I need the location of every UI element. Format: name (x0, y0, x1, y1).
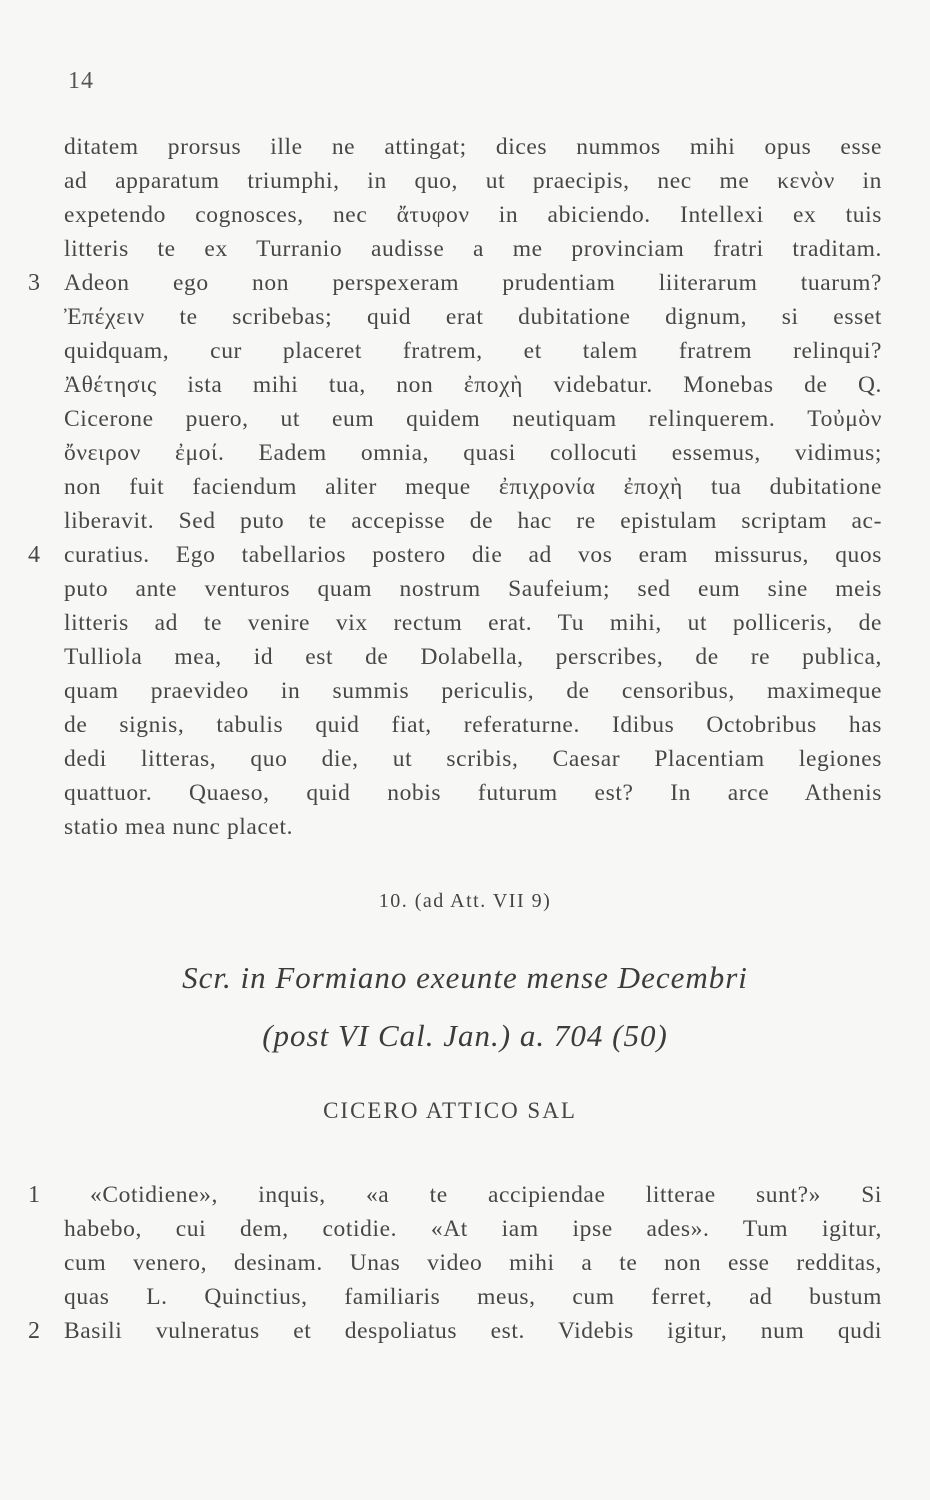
text-line: quam praevideo in summis periculis, de censoribus, maximeque (64, 678, 882, 704)
text-line: «Cotidiene», inquis, «a te accipiendae litterae sunt?» Si (90, 1182, 882, 1208)
text-line: habebo, cui dem, cotidie. «At iam ipse ades». Tum igitur, (64, 1216, 882, 1242)
text-line: Ἐπέχειν te scribebas; quid erat dubitatione dignum, si esset (64, 304, 882, 330)
text-line: puto ante venturos quam nostrum Saufeium; sed eum sine meis (64, 576, 882, 602)
text-line: statio mea nunc placet. (64, 814, 294, 840)
text-line: Basili vulneratus et despoliatus est. Videbis igitur, num qudi (64, 1318, 882, 1344)
text-line: litteris te ex Turranio audisse a me provinciam fratri traditam. (64, 236, 882, 262)
text-line: dedi litteras, quo die, ut scribis, Caesar Placentiam legiones (64, 746, 882, 772)
dating-line-1: Scr. in Formiano exeunte mense Decembri (182, 960, 748, 995)
text-line: non fuit faciendum aliter meque ἐπιχρονία ἐποχὴ tua dubitatione (64, 474, 882, 500)
section-number: 4 (28, 542, 40, 568)
text-line: ditatem prorsus ille ne attingat; dices nummos mihi opus esse (64, 134, 882, 160)
dating-line-2: (post VI Cal. Jan.) a. 704 (50) (262, 1018, 668, 1053)
text-line: quas L. Quinctius, familiaris meus, cum ferret, ad bustum (64, 1284, 882, 1310)
text-line: de signis, tabulis quid fiat, referaturne. Idibus Octobribus has (64, 712, 882, 738)
page-number: 14 (68, 68, 94, 94)
section-number: 3 (28, 270, 40, 296)
text-line: Adeon ego non perspexeram prudentiam liiterarum tuarum? (64, 270, 882, 296)
letter-heading: 10. (ad Att. VII 9) (378, 890, 552, 912)
text-line: litteris ad te venire vix rectum erat. Tu mihi, ut polliceris, de (64, 610, 882, 636)
text-line: liberavit. Sed puto te accepisse de hac re epistulam scriptam ac- (64, 508, 882, 534)
text-line: quattuor. Quaeso, quid nobis futurum est? In arce Athenis (64, 780, 882, 806)
text-line: curatius. Ego tabellarios postero die ad vos eram missurus, quos (64, 542, 882, 568)
section-number: 2 (28, 1318, 40, 1344)
text-line: ad apparatum triumphi, in quo, ut praecipis, nec me κενὸν in (64, 168, 882, 194)
text-line: Cicerone puero, ut eum quidem neutiquam relinquerem. Τοὐμὸν (64, 406, 882, 432)
text-line: cum venero, desinam. Unas video mihi a te non esse redditas, (64, 1250, 882, 1276)
text-line: Ἀθέτησις ista mihi tua, non ἐποχὴ videbatur. Monebas de Q. (64, 372, 882, 398)
section-number: 1 (28, 1182, 40, 1208)
text-line: Tulliola mea, id est de Dolabella, perscribes, de re publica, (64, 644, 882, 670)
salutation: CICERO ATTICO SAL (323, 1098, 577, 1123)
text-line: quidquam, cur placeret fratrem, et talem fratrem relinqui? (64, 338, 882, 364)
text-line: ὄνειρον ἐμοί. Eadem omnia, quasi collocuti essemus, vidimus; (64, 440, 882, 466)
text-line: expetendo cognosces, nec ἄτυφον in abiciendo. Intellexi ex tuis (64, 202, 882, 228)
